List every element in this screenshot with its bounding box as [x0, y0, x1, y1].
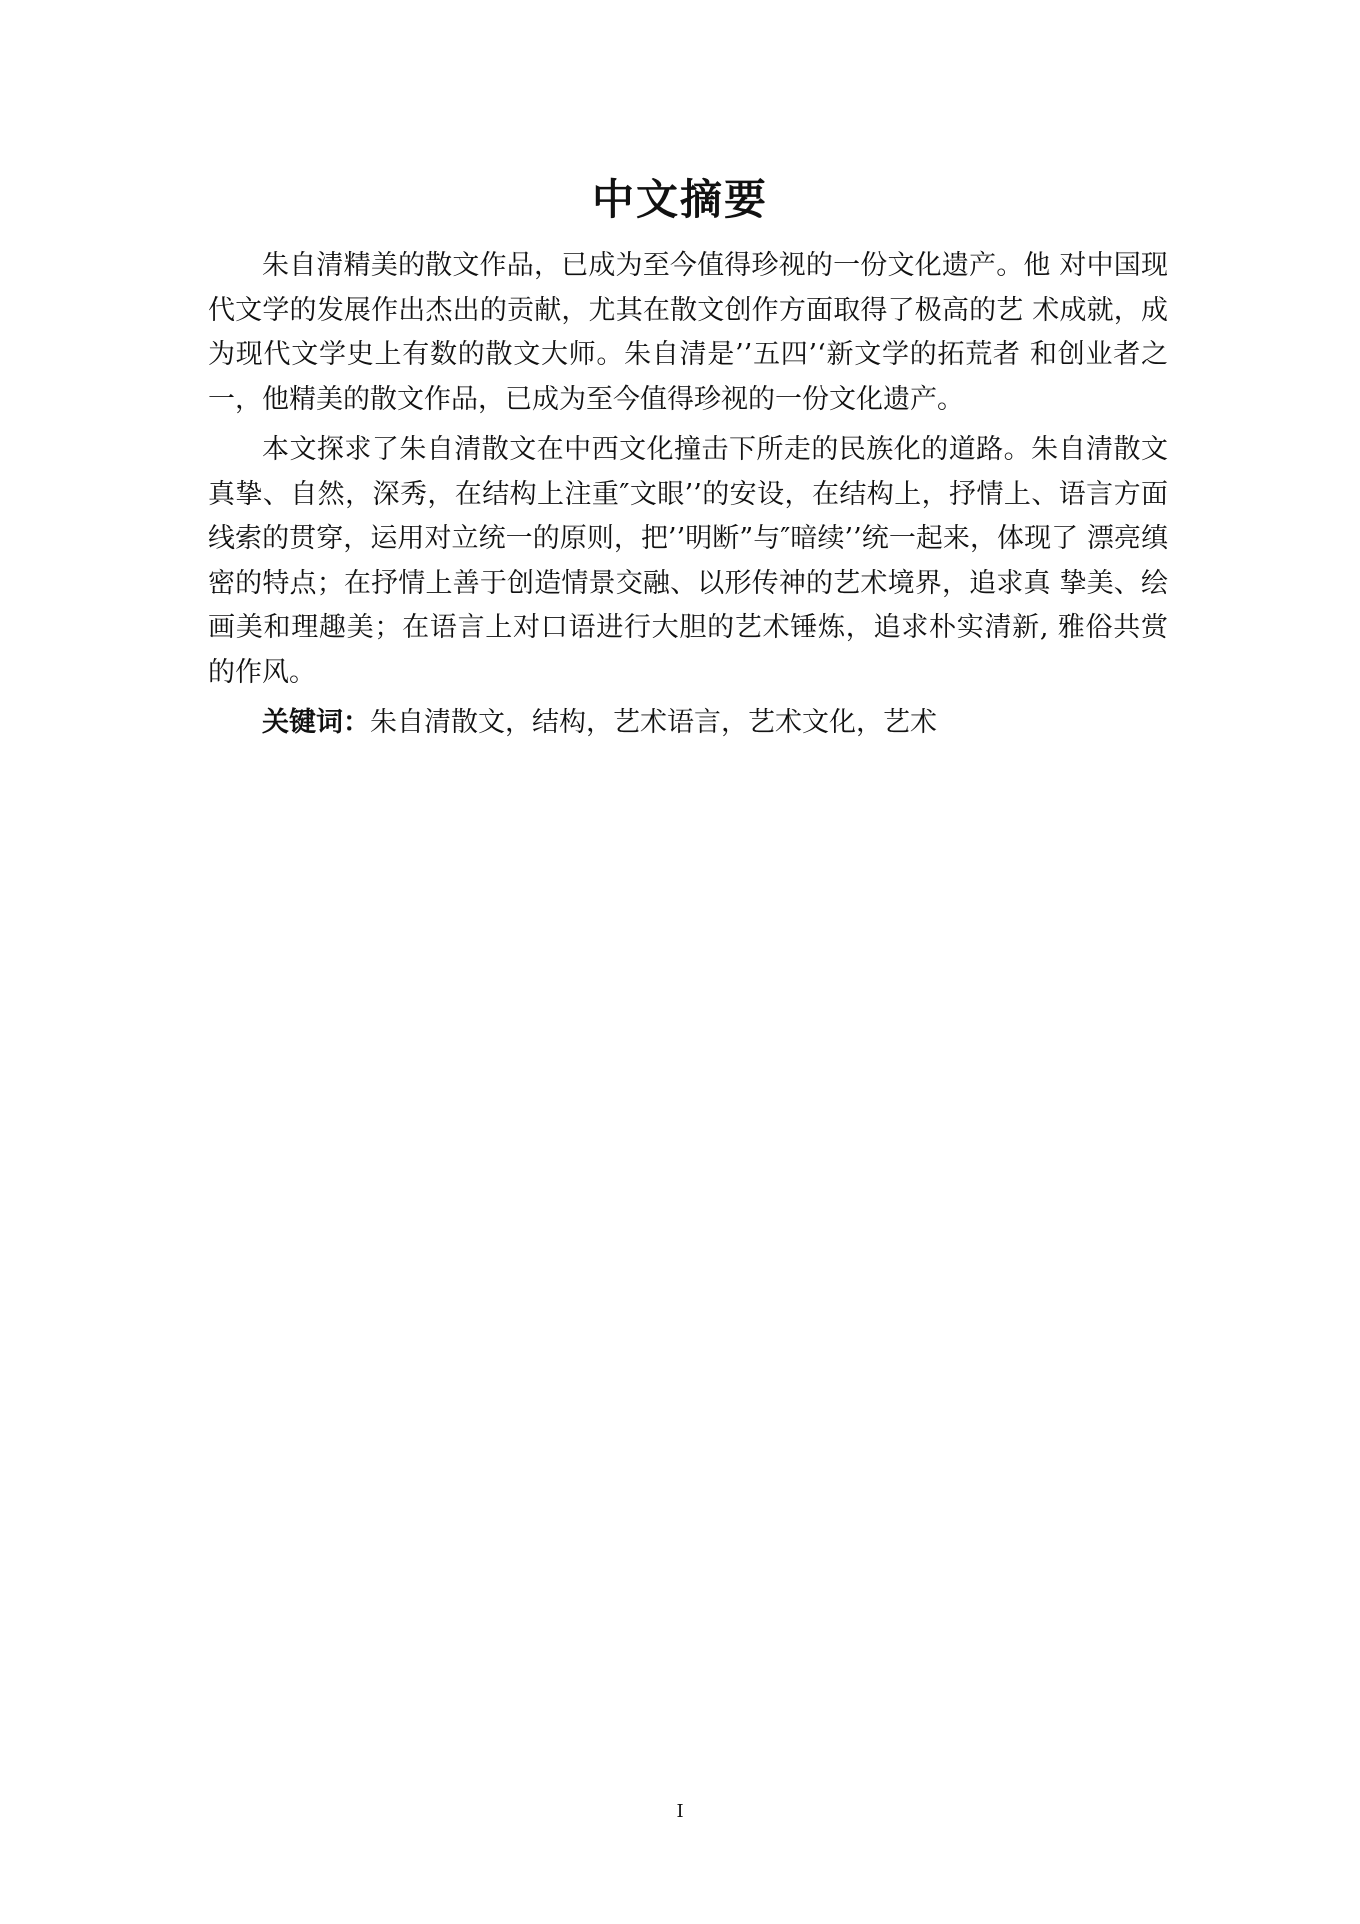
keywords-text: 朱自清散文，结构，艺术语言，艺术文化，艺术: [370, 707, 937, 738]
abstract-paragraph-1: 朱自清精美的散文作品，已成为至今值得珍视的一份文化遗产。他 对中国现代文学的发展作出杰出的贡献，尤其在散文创作方面取得了极高的艺 术成就，成为现代文学史上有数的散文大师。朱自清是’’五四’‘新文学的拓荒者 和创业者之一，他精美的散文作品，已成为至今值得珍视的一份文化遗产。: [208, 250, 1168, 415]
page-title: 中文摘要: [591, 175, 768, 224]
page-number: I: [676, 1801, 684, 1822]
keywords-line: [208, 701, 1168, 746]
keywords-label: 关键词：: [262, 707, 370, 738]
abstract-body: [208, 244, 1168, 746]
abstract-paragraph-2: 本文探求了朱自清散文在中西文化撞击下所走的民族化的道路。朱自清散文真挚、自然，深秀，在结构上注重″文眼’’的安设，在结构上，抒情上、语言方面线索的贯穿，运用对立统一的原则，把’’明断”与″暗续’’统一起来，体现了 漂亮缜密的特点；在抒情上善于创造情景交融、以形传神的艺术境界，追求真 挚美、绘画美和理趣美；在语言上对口语进行大胆的艺术锤炼，追求朴实清新, 雅俗共赏的作风。: [208, 434, 1168, 688]
